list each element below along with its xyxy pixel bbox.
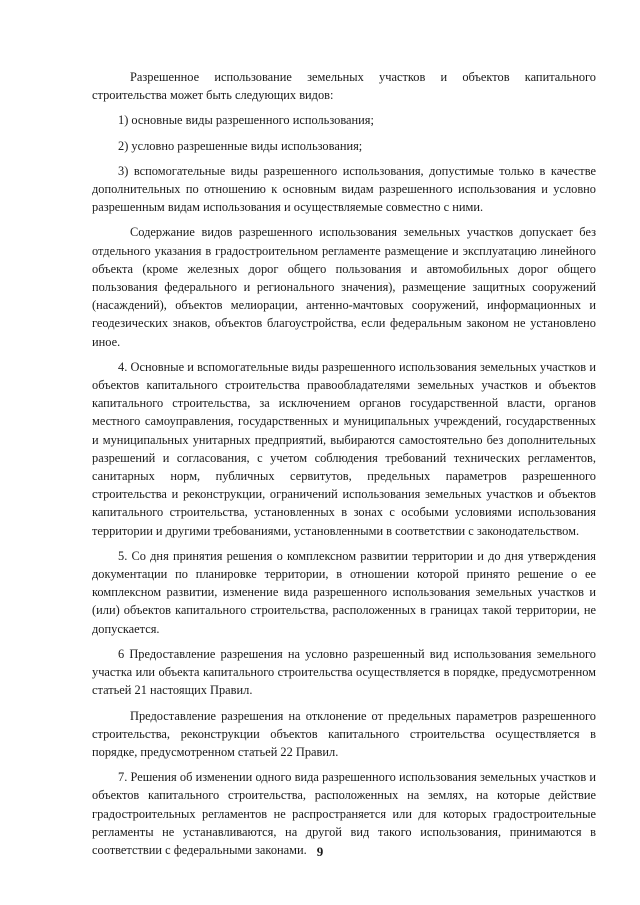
paragraph-content-of-uses: Содержание видов разрешенного использования земельных участков допускает без отдельного указания в градостроительном регламенте размещение и эксплуатацию линейного объекта (кроме железных дорог общего пользования и автомобильных дорог общего пользования федерального и регионального значения), размещение защитных сооружений (насаждений), объектов мелиорации, антенно-мачтовых сооружений, информационных и геодезических знаков, объектов благоустройства, если федеральным законом не установлено иное.: [92, 225, 596, 349]
list-item-3: 3) вспомогательные виды разрешенного использования, допустимые только в качестве дополнительных по отношению к основным видам разрешенного использования и условно разрешенным видам использования и осуществляемые совместно с ними.: [92, 163, 596, 215]
paragraph-item-6: 6 Предоставление разрешения на условно разрешенный вид использования земельного участка или объекта капитального строительства осуществляется в порядке, предусмотренном статьей 21 настоящих Правил.: [92, 646, 596, 698]
paragraph-item-4: 4. Основные и вспомогательные виды разрешенного использования земельных участков и объектов капитального строительства правообладателями земельных участков и объектов капитального строительства, за исключением органов государственной власти, органов местного самоуправления, государственных и муниципальных учреждений, государственных и муниципальных унитарных предприятий, выбираются самостоятельно без дополнительных разрешений и согласования, с учетом соблюдения требований технических регламентов, санитарных норм, публичных сервитутов, предельных параметров разрешенного строительства и реконструкции, ограничений использования земельных участков и объектов капитального строительства, установленных в зонах с особыми условиями использования территории и другими требованиями, установленными в соответствии с законодательством.: [92, 359, 596, 538]
paragraph-intro: Разрешенное использование земельных участков и объектов капитального строительства может быть следующих видов:: [92, 70, 596, 103]
document-body: [92, 68, 596, 866]
paragraph-item-7: 7. Решения об изменении одного вида разрешенного использования земельных участков и объектов капитального строительства, расположенных на землях, на которые действие градостроительных регламентов не распространяется или для которых градостроительные регламенты не устанавливаются, на другой вид такого использования, принимаются в соответствии с федеральными законами.: [92, 770, 596, 857]
paragraph-item-5: 5. Со дня принятия решения о комплексном развитии территории и до дня утверждения документации по планировке территории, в отношении которой принято решение о ее комплексном развитии, изменение вида разрешенного использования земельных участков и (или) объектов капитального строительства, расположенных в границах такой территории, не допускается.: [92, 548, 596, 636]
paragraph-deviation-permit: Предоставление разрешения на отклонение от предельных параметров разрешенного строительства, реконструкции объектов капитального строительства осуществляется в порядке, предусмотренном статьей 22 Правил.: [92, 708, 596, 759]
page-number: 9: [316, 844, 324, 859]
list-item-2: 2) условно разрешенные виды использования;: [118, 138, 363, 153]
list-item-1: 1) основные виды разрешенного использования;: [118, 113, 374, 128]
